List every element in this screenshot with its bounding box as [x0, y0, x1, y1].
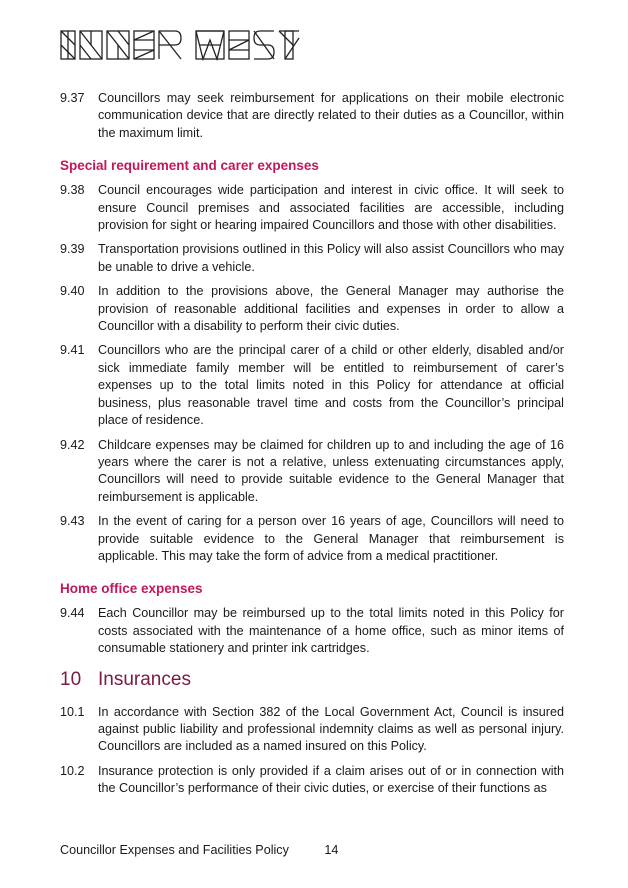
clause-number: 9.39 [60, 242, 85, 257]
clause-number: 9.43 [60, 514, 85, 529]
section-number: 10 [60, 668, 82, 690]
inner-west-logo [60, 28, 300, 62]
clause-number: 9.42 [60, 437, 85, 452]
clause-number: 9.44 [60, 606, 85, 621]
clause-number: 10.1 [60, 704, 85, 719]
clause-text: Childcare expenses may be claimed for children up to and including the age of 16 years where the carer is not a relative, unless extenuating circumstances apply, Councillors will need to provide suitable evidence to the General Manager that reimbursement is applicable. [98, 437, 564, 504]
clause-9-39 [60, 241, 564, 276]
clause-9-43 [60, 513, 564, 565]
clause-text: In the event of caring for a person over 16 years of age, Councillors will need to provide suitable evidence to the General Manager that reimbursement is applicable. This may take the form of advice from a medical practitioner. [98, 514, 564, 563]
clause-9-41 [60, 342, 564, 429]
clause-10-2 [60, 763, 564, 798]
clause-10-1 [60, 704, 564, 756]
clause-text: Councillors may seek reimbursement for applications on their mobile electronic communication device that are directly related to their duties as a Councillor, within the maximum limit. [98, 91, 564, 140]
clause-number: 9.40 [60, 284, 85, 299]
clause-number: 9.38 [60, 183, 85, 198]
clause-text: Insurance protection is only provided if a claim arises out of or in connection with the Councillor’s performance of their civic duties, or exercise of their functions as [98, 763, 564, 796]
clause-text: Councillors who are the principal carer of a child or other elderly, disabled and/or sick immediate family member will be entitled to reimbursement of carer’s expenses up to the total limits noted in this Policy for attendance at official business, plus reasonable travel time and costs from the Councillor’s principal place of residence. [98, 343, 564, 428]
page-footer [60, 842, 338, 858]
section-heading-insurances [60, 668, 564, 692]
section-title: Insurances [98, 668, 191, 690]
page-number: 14 [324, 843, 339, 857]
clause-number: 9.37 [60, 91, 85, 105]
clause-9-38 [60, 182, 564, 234]
clause-number: 10.2 [60, 763, 85, 778]
clause-text: In addition to the provisions above, the General Manager may authorise the provision of reasonable additional facilities and expenses in order to allow a Councillor with a disability to perform their civic duties. [98, 284, 564, 334]
footer-title: Councillor Expenses and Facilities Policy [60, 843, 289, 857]
subheading-special-requirement: Special requirement and carer expenses [60, 158, 319, 174]
clause-text: Transportation provisions outlined in this Policy will also assist Councillors who may be unable to drive a vehicle. [98, 242, 564, 274]
clause-text: Council encourages wide participation and interest in civic office. It will seek to ensure Council premises and associated facilities are accessible, including provision for sight or hearing impaired Councillors and those with other disabilities. [98, 183, 564, 233]
clause-9-37 [60, 90, 564, 142]
clause-9-40 [60, 283, 564, 335]
clause-9-44 [60, 605, 564, 657]
clause-number: 9.41 [60, 343, 85, 358]
policy-content [60, 90, 564, 805]
subheading-home-office: Home office expenses [60, 581, 203, 597]
clause-text: Each Councillor may be reimbursed up to the total limits noted in this Policy for costs associated with the maintenance of a home office, such as minor items of consumable stationery and printer ink cartridges. [98, 606, 564, 656]
clause-text: In accordance with Section 382 of the Local Government Act, Council is insured against public liability and professional indemnity claims as well as personal injury. Councillors are included as a named insured on this Policy. [98, 704, 564, 754]
clause-9-42 [60, 437, 564, 507]
